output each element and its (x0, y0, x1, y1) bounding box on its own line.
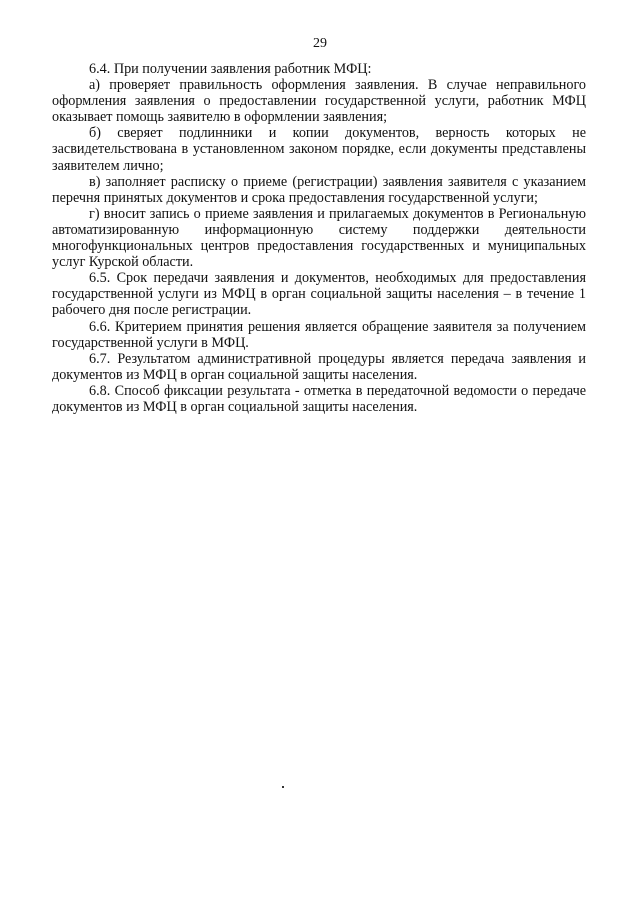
paragraph-6-6: 6.6. Критерием принятия решения является обращение заявителя за получением государственной услуги в МФЦ. (52, 318, 586, 351)
paragraph-6-8: 6.8. Способ фиксации результата - отметка в передаточной ведомости о передаче документов из МФЦ в орган социальной защиты населения. (52, 382, 586, 415)
paragraph-6-4-v: в) заполняет расписку о приеме (регистрации) заявления заявителя с указанием перечня принятых документов и срока предоставления государственной услуги; (52, 173, 586, 206)
page-number: 29 (313, 36, 327, 51)
document-body (52, 61, 586, 415)
paragraph-6-7: 6.7. Результатом административной процедуры является передача заявления и документов из МФЦ в орган социальной защиты населения. (52, 350, 586, 383)
paragraph-6-4: 6.4. При получении заявления работник МФЦ: (89, 61, 372, 77)
paragraph-6-4-b: б) сверяет подлинники и копии документов, верность которых не засвидетельствована в установленном законом порядке, если документы представлены заявителем лично; (52, 125, 586, 174)
scan-dot-mark (282, 786, 284, 788)
paragraph-6-4-g: г) вносит запись о приеме заявления и прилагаемых документов в Региональную автоматизированную информационную систему поддержки деятельности многофункциональных центров предоставления государственных и муниципальных услуг Курской области. (52, 205, 586, 271)
paragraph-6-4-a: а) проверяет правильность оформления заявления. В случае неправильного оформления заявления о предоставлении государственной услуги, работник МФЦ оказывает помощь заявителю в оформлении заявления; (52, 77, 586, 126)
paragraph-6-5: 6.5. Срок передачи заявления и документов, необходимых для предоставления государственной услуги из МФЦ в орган социальной защиты населения – в течение 1 рабочего дня после регистрации. (52, 270, 586, 319)
